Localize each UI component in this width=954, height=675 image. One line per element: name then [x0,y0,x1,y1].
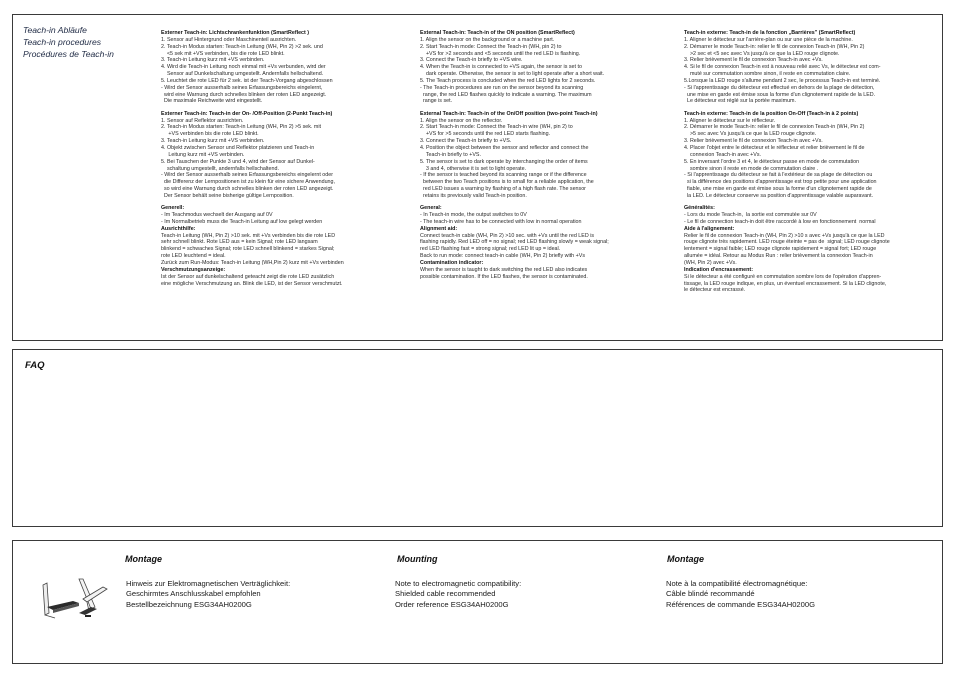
teach-in-title-block [23,24,114,60]
text-line: Sensor auf Dunkelschaltung umgestellt. Andernfalls hellschaltend. [161,71,324,78]
text-line: - The teach-in wire has to be connected with low in normal operation [420,218,582,225]
text-line: - The Teach-in procedures are run on the sensor beyond its scanning [420,84,584,91]
text-line: 1. Sensor auf Reflektor ausrichten. [161,117,244,124]
mounting-title-fr: Montage [667,554,704,564]
mounting-text-fr [666,579,815,610]
text-line: Le détecteur est réglé sur la portée maximum. [684,98,796,105]
text-line: - Wird der Sensor ausserhalb seines Erfassungsbereichs eingelernt oder [161,172,333,179]
text-line: Zurück zum Run-Modus: Teach-in Leitung (WH,Pin 2) kurz mit +Vs verbinden [161,260,344,266]
text-line: 3. Teach-in Leitung kurz mit +VS verbinden. [161,57,265,64]
text-line: - Le fil de connection teach-in doit être raccordé à low en fonctionnement normal [684,218,876,225]
text-line: Leitung kurz mit +VS verbinden. [161,151,245,158]
text-line: 2. Start Teach-in mode: Connect the Teach-in wire (WH, pin 2) to [420,124,573,131]
text-line: - Si l'apprentissage du détecteur est effectué en dehors de la plage de détection, [684,84,875,91]
section-heading: Aide à l'alignement: [684,225,735,232]
text-line: Teach-in briefly to +VS. [420,151,481,158]
text-line: 4. Wird die Teach-in Leitung noch einmal mit +Vs verbunden, wird der [161,64,326,71]
text-line: dark operate. Otherwise, the sensor is set to light operate after a short wait. [420,71,605,78]
text-line: 4. When the Teach-in is connected to +VS again, the sensor is set to [420,64,582,71]
text-line: 5. En inversant l'ordre 3 et 4, le détecteur passe en mode de commutation [684,158,860,165]
text-line: Der Sensor behält seine bisherige gültige Lernposition. [161,192,294,199]
text-line: 1. Align the sensor on the background or a machine part. [420,36,555,43]
text-line: - In Teach-in mode, the output switches to 0V [420,212,527,219]
text-line: 4. Placer l'objet entre le détecteur et le réflecteur et relier brièvement le fil de [684,145,865,151]
text-line: so wird eine Warnung durch schnelles blinken der roten LED angezeigt. [161,186,334,193]
text-line: connexion Teach-in avec +Vs. [684,151,761,158]
section-heading: Verschmutzungsanzeige: [161,266,226,273]
text-line: >5 sec avec Vs jusqu'à ce que la LED rouge clignote. [684,131,817,138]
emc-note-de: Hinweis zur Elektromagnetischen Verträglichkeit: [126,579,291,588]
section-heading: External Teach-in: Teach-in of the ON position (SmartReflect) [420,30,575,36]
text-line: la LED. Le détecteur conserve sa position d'apprentissage valable auparavant. [684,192,874,199]
order-reference-de: Bestellbezeichnung ESG34AH0200G [126,599,252,609]
teach-in-title-de: Teach-in Abläufe [23,25,87,35]
text-line: schaltung umgestellt, andernfalls hellschaltend. [161,165,279,172]
text-line: (WH, Pin 2) avec +Vs. [684,260,737,266]
text-line: range is set. [420,98,453,105]
text-line: red LED issues a warning by flashing of a high flash rate. The sensor [420,186,586,193]
text-line: 3. Connect the Teach-in briefly to +VS. [420,138,512,145]
text-line: eine mögliche Verschmutzung an. Blink die LED, ist der Sensor verschmutzt. [161,280,343,287]
text-line: Relier le fil de connexion Teach-in (WH, Pin 2) >10 s avec +Vs jusqu'à ce que la LED [684,232,885,239]
text-line: blinkend = schwaches Signal; rote LED schnell blinkend = starkes Signal; [161,246,335,253]
text-line: muté sur commutation sombre sinon, il reste en commutation claire. [684,71,851,78]
text-line: rouge clignote très rapidement. LED rouge éteinte = pas de signal; LED rouge clignote [684,239,890,246]
text-line: 5. The Teach process is concluded when the red LED lights for 2 seconds. [420,77,596,84]
text-line: flashing rapidly. Red LED off = no signal; red LED flashing slowly = weak signal; [420,239,609,246]
text-line: 2. Démarrer le mode Teach-in: relier le fil de connexion Teach-in (WH, Pin 2) [684,124,865,131]
section-heading: Contamination indicator: [420,260,484,266]
text-line: lentement = signal faible; LED rouge clignote rapidement = signal fort; LED rouge [684,246,877,253]
text-line: - Im Normalbetrieb muss die Teach-in Leitung auf low gelegt werden [161,218,323,225]
cable-note-de: Geschirmtes Anschlusskabel empfohlen [126,589,261,599]
mounting-title-en: Mounting [397,554,438,564]
section-heading: Ausrichthilfe: [161,225,196,232]
text-line: Die maximale Reichweite wird eingestellt. [161,98,263,105]
text-line: sombre sinon il reste en mode de commutation claire . [684,165,819,172]
text-line: <5 sek mit +VS verbinden, bis die rote LED blinkt. [161,50,285,57]
cable-note-en: Shielded cable recommended [395,589,496,599]
cable-note-fr: Câble blindé recommandé [666,589,755,599]
text-line: Teach-in Leitung (WH, Pin 2) >10 sek. mit +Vs verbinden bis die rote LED [161,232,336,239]
text-line: rote LED leuchtend = ideal. [161,253,226,260]
text-line: si la différence des positions d'apprentissage est trop petite pour une application [684,179,877,186]
emc-note-en: Note to electromagnetic compatibility: [395,579,522,588]
text-line: le détecteur est encrassé. [684,287,746,294]
text-line: - Wird der Sensor ausserhalb seines Erfassungsbereichs eingelernt, [161,84,323,91]
section-heading: Generell: [161,205,185,212]
text-line: 5. The sensor is set to dark operate by interchanging the order of items [420,158,588,165]
section-heading: Teach-in externe: Teach-in de la fonction „Barrières" (SmartReflect) [684,30,856,36]
mounting-text-en [395,579,521,610]
text-line: +VS verbinden bis die rote LED blinkt. [161,131,259,138]
text-line: 1. Align the sensor on the reflector. [420,117,503,124]
text-line: wird eine Warnung durch schnelles blinken der roten LED angezeigt. [161,91,327,98]
text-line: - Im Teachmodus wechselt der Ausgang auf 0V [161,212,273,219]
text-line: tissage, la LED rouge indique, en plus, un éventuel encrassement. Si la LED clignote, [684,280,887,287]
teach-in-title-fr: Procédures de Teach-in [23,49,114,59]
section-heading: Indication d'encrassement: [684,266,753,273]
text-line: Back to run mode: connect teach-in cable (WH, Pin 2) briefly with +Vs [420,253,585,260]
sensor-mounting-illustration [29,577,113,623]
text-line: 2. Teach-in Modus starten: Teach-in Leitung (WH, Pin 2) >2 sek. und [161,43,323,50]
text-line: 2. Start Teach-in mode: Connect the Teach-in (WH, pin 2) to [420,43,562,50]
mounting-panel [12,540,943,664]
text-line: Connect teach-in cable (WH, Pin 2) >10 sec. with +Vs until the red LED is [420,232,595,239]
text-line: range, the red LED flashes quickly to indicate a warning. The maximum [420,91,592,98]
teach-in-column-french [684,30,936,294]
section-heading: General: [420,205,442,212]
section-heading: Alignment aid: [420,225,458,232]
order-reference-en: Order reference ESG34AH0200G [395,599,509,609]
section-heading: External Teach-in: Teach-in of the On/Off position (two-point Teach-in) [420,110,598,117]
teach-in-column-german [161,30,411,287]
text-line: 2. Démarrer le mode Teach-in: relier le fil de connexion Teach-in (WH, Pin 2) [684,43,865,50]
mounting-text-de [126,579,290,610]
mounting-title-de: Montage [125,554,162,564]
text-line: 4. Position the object between the sensor and reflector and connect the [420,145,589,151]
text-line: die Differenz der Lernpositionen ist zu klein für eine sichere Anwendung, [161,179,335,186]
text-line: 5. Leuchtet die rote LED für 2 sek. ist der Teach-Vorgang abgeschlossen [161,77,333,84]
text-line: 1. Sensor auf Hintergrund oder Maschinenteil ausrichten. [161,36,297,43]
text-line: 2. Teach-in Modus starten: Teach-in Leitung (WH, Pin 2) >5 sek. mit [161,124,322,131]
text-line: red LED flashing fast = strong signal; red LED lit up = ideal. [420,246,561,253]
text-line: 1. Aligner le détecteur sur l'arrière-plan ou sur une pièce de la machine. [684,36,853,43]
text-line: sehr schnell blinkt. Rote LED aus = kein Signal; rote LED langsam [161,239,318,246]
text-line: 4. Si le fil de connexion Teach-in est à nouveau relié avec Vs, le détecteur est com- [684,64,881,71]
text-line: 5.Lorsque la LED rouge s'allume pendant 2 sec, le processus Teach-in est terminé. [684,77,881,84]
text-line: fiable, une mise en garde est émise sous la forme d'un clignotement rapide de [684,186,872,193]
text-line: between the two Teach positions is to small for a reliable application, the [420,179,594,186]
text-line: When the sensor is taught to dark switching the red LED also indicates [420,266,588,273]
order-reference-fr: Références de commande ESG34AH0200G [666,599,816,609]
text-line: - If the sensor is teached beyond its scanning range or if the difference [420,172,587,179]
text-line: 3. Relier brièvement le fil de connexion Teach-in avec +Vs. [684,138,823,145]
section-heading: Externer Teach-in: Lichtschrankenfunktion (SmartReflect ) [161,30,310,36]
teach-in-panel [12,14,943,341]
text-line: retains its previously valid Teach-in position. [420,192,527,199]
text-line: 3 and 4, otherwise it is set to light operate. [420,165,527,172]
text-line: 1. Aligner le détecteur sur le réflecteur. [684,117,776,124]
text-line: +VS for >5 seconds until the red LED starts flashing. [420,131,551,138]
teach-in-title-en: Teach-in procedures [23,37,102,47]
emc-note-fr: Note à la compatibilité électromagnétique: [666,579,808,588]
text-line: - Si l'apprentissage du détecteur se fait à l'extérieur de sa plage de détection ou [684,172,873,179]
text-line: - Lors du mode Teach-in, la sortie est commutée sur 0V [684,212,817,219]
section-heading: Externer Teach-in: Teach-in der On- /Off-Position (2-Punkt Teach-in) [161,110,333,117]
text-line: >2 sec et <5 sec avec Vs jusqu'à ce que la LED rouge clignote. [684,50,840,57]
text-line: 3. Teach-in Leitung kurz mit +VS verbinden. [161,138,265,145]
text-line: Si le détecteur a été configuré en commutation sombre lors de l'opération d'appren- [684,273,882,280]
faq-title: FAQ [25,360,45,371]
text-line: allumée = idéal. Retour au Modus Run : relier brièvement la connexion Teach-in [684,253,873,260]
text-line: Ist der Sensor auf dunkelschaltend geteacht zeigt die rote LED zusätzlich [161,273,335,280]
section-heading: Teach-in externe: Teach-in de la position On-Off (Teach-in à 2 points) [684,110,859,117]
text-line: +VS for >2 seconds and <5 seconds until the red LED is flashing. [420,50,581,57]
faq-panel [12,349,943,527]
text-line: 3. Relier brièvement le fil de connexion Teach-in avec +Vs. [684,57,823,64]
text-line: 3. Connect the Teach-in briefly to +VS wire. [420,57,523,64]
text-line: 4. Objekt zwischen Sensor und Reflektor platzieren und Teach-in [161,145,315,151]
section-heading: Généralités: [684,205,715,212]
text-line: une mise en garde est émise sous la forme d'un clignotement rapide de la LED. [684,91,876,98]
text-line: possible contamination. If the LED flashes, the sensor is contaminated. [420,273,588,280]
text-line: 5. Bei Tauschen der Punkte 3 und 4, wird der Sensor auf Dunkel- [161,158,315,165]
teach-in-column-english [420,30,672,281]
